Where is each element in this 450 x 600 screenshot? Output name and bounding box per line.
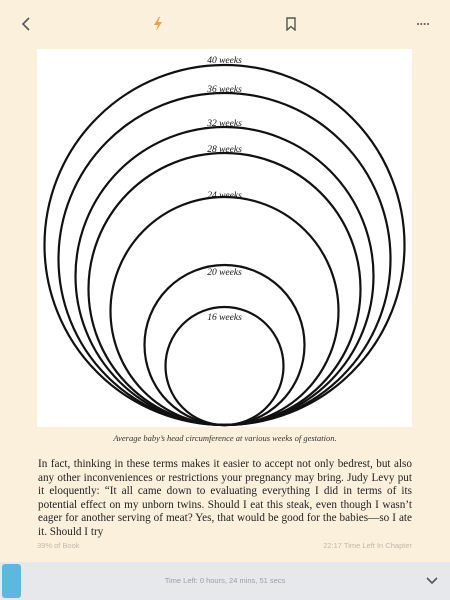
chevron-left-icon bbox=[19, 16, 33, 32]
ring-24-weeks bbox=[111, 197, 339, 425]
back-button[interactable] bbox=[14, 12, 38, 36]
bottom-scrubber-bar bbox=[0, 562, 450, 600]
chapter-time-left: 22:17 Time Left In Chapter bbox=[323, 541, 412, 550]
more-dots-icon bbox=[416, 22, 430, 26]
bookmark-icon bbox=[286, 17, 296, 31]
flash-button[interactable] bbox=[146, 12, 170, 36]
more-button[interactable] bbox=[411, 12, 435, 36]
ring-label-20-weeks: 20 weeks bbox=[207, 268, 242, 278]
head-circumference-figure bbox=[37, 49, 412, 427]
ring-label-24-weeks: 24 weeks bbox=[207, 191, 242, 201]
bookmark-button[interactable] bbox=[279, 12, 303, 36]
ring-label-36-weeks: 36 weeks bbox=[207, 85, 242, 95]
ring-label-32-weeks: 32 weeks bbox=[207, 119, 242, 129]
time-left-label: Time Left: 0 hours, 24 mins, 51 secs bbox=[164, 576, 286, 585]
ring-label-16-weeks: 16 weeks bbox=[207, 313, 242, 323]
chevron-down-icon bbox=[422, 571, 442, 591]
ring-36-weeks bbox=[59, 93, 391, 425]
lightning-icon bbox=[152, 17, 164, 31]
ring-16-weeks bbox=[166, 307, 284, 425]
book-body-text: In fact, thinking in these terms makes it easier to accept not only bedrest, but also any other inconveniences or restrictions your pregnancy may bring. Judy Levy put it eloquently: “It all came down to evaluating everything I did in terms of its potential effect on my unborn twins. Should I eat this steak, even though I wasn’t eager for another serving of meat? Yes, that would be good for the babies—so I ate it. Should I try bbox=[38, 458, 412, 538]
collapse-button[interactable] bbox=[422, 571, 442, 591]
rings-diagram bbox=[37, 49, 412, 427]
ring-label-28-weeks: 28 weeks bbox=[207, 145, 242, 155]
ring-label-40-weeks: 40 weeks bbox=[207, 56, 242, 66]
top-toolbar bbox=[0, 0, 450, 48]
figure-caption: Average baby’s head circumference at various weeks of gestation. bbox=[113, 433, 337, 443]
book-progress: 39% of Book bbox=[37, 541, 80, 550]
